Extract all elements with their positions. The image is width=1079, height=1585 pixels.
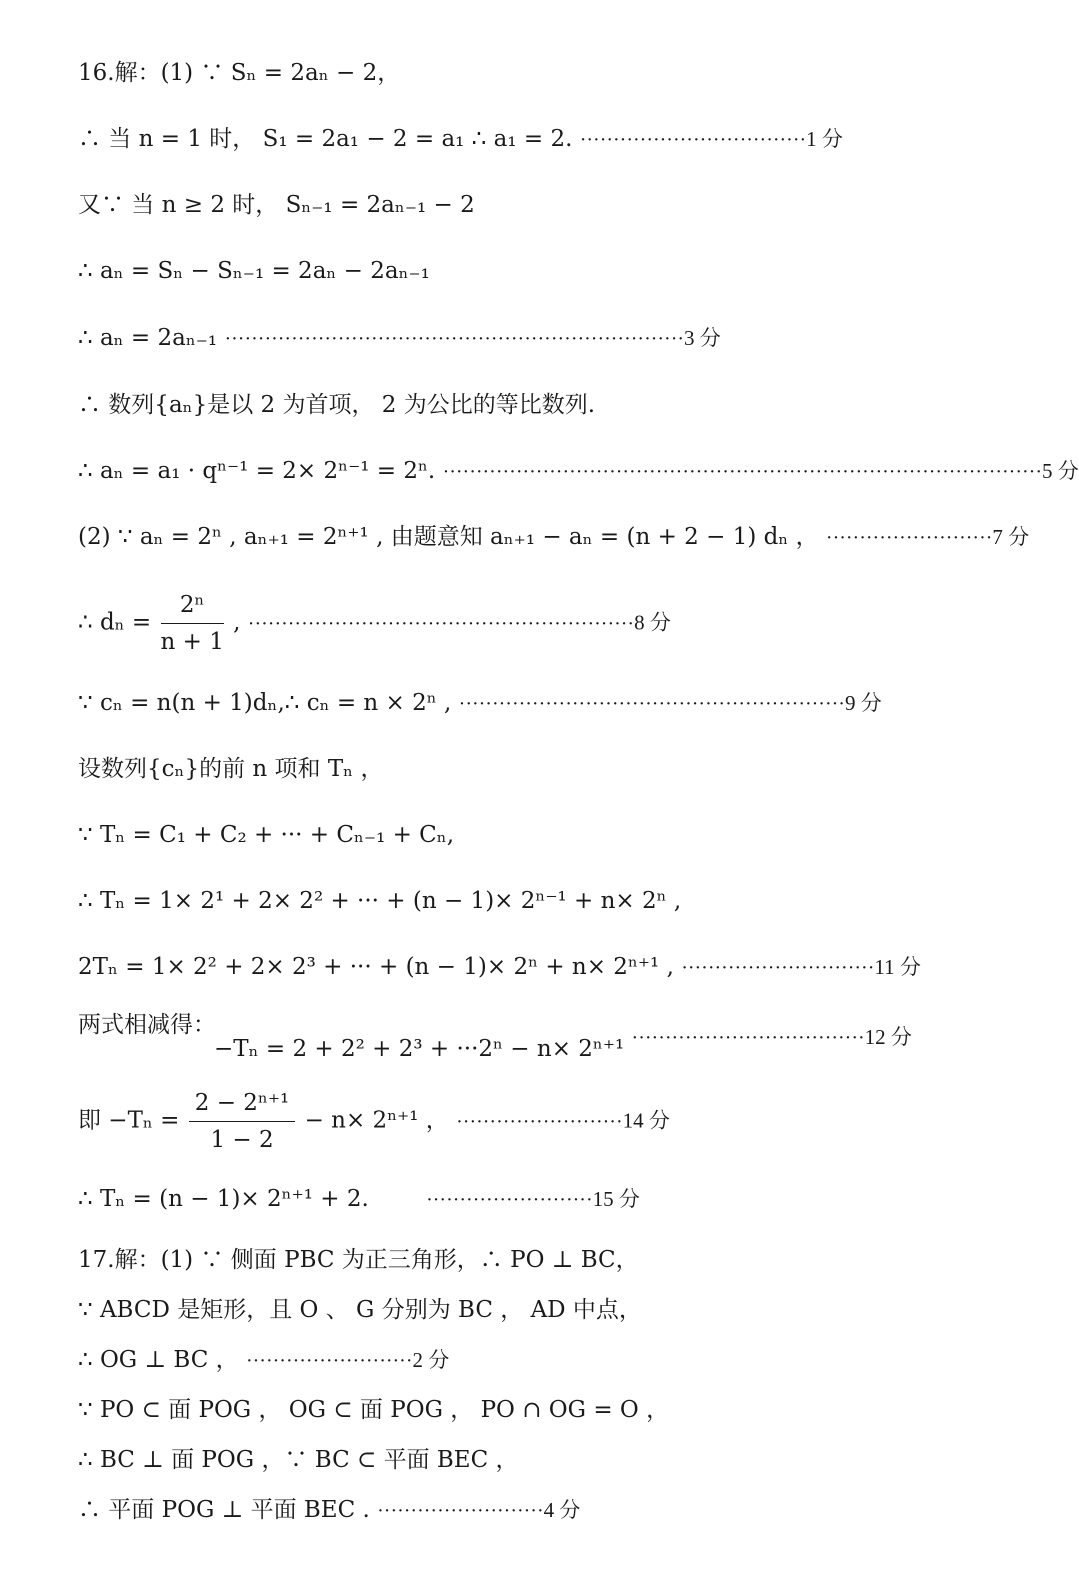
fraction (189, 1088, 295, 1155)
line-text: ∴ aₙ = a₁ · qⁿ⁻¹ = 2× 2ⁿ⁻¹ = 2ⁿ. (78, 458, 436, 484)
score-mark: 5 分 (1041, 459, 1079, 483)
solution-line-neg-tn (78, 1088, 670, 1155)
leader-dots: ························· (426, 1189, 593, 1211)
score-mark: 8 分 (634, 610, 671, 635)
line-prefix: 即 −Tₙ = (78, 1107, 187, 1134)
leader-dots: ·························································· (458, 693, 845, 715)
line-text: ∴ OG ⊥ BC ， (78, 1347, 239, 1373)
leader-dots: ························· (456, 1110, 623, 1133)
fraction-numerator: 2 − 2ⁿ⁺¹ (189, 1088, 295, 1122)
fraction-numerator: 2ⁿ (161, 590, 224, 624)
line-suffix: , (225, 609, 241, 636)
line-text: ∴ Tₙ = (n − 1)× 2ⁿ⁺¹ + 2. (78, 1186, 369, 1212)
line-prefix: ∴ dₙ = (78, 609, 159, 636)
line-text: 又∵ 当 n ≥ 2 时， Sₙ₋₁ = 2aₙ₋₁ − 2 (78, 192, 475, 218)
line-text: ∵ PO ⊂ 面 POG ， OG ⊂ 面 POG ， PO ∩ OG = O ， (78, 1397, 670, 1423)
score-mark: 15 分 (592, 1187, 640, 1211)
line-text: ∵ cₙ = n(n + 1)dₙ,∴ cₙ = n × 2ⁿ , (78, 690, 452, 716)
score-mark: 2 分 (412, 1348, 450, 1372)
solution-line-tn-sum (78, 820, 454, 850)
leader-dots: ·························································································· (442, 461, 1042, 483)
line-text: 16.解：(1) ∵ Sₙ = 2aₙ − 2， (78, 60, 401, 86)
solution-17-part1-header (78, 1245, 639, 1275)
line-text: ∵ Tₙ = C₁ + C₂ + ··· + Cₙ₋₁ + Cₙ, (78, 822, 455, 848)
score-mark: 1 分 (806, 127, 843, 151)
solution-line-subtract-label (78, 1010, 216, 1040)
score-mark: 12 分 (864, 1025, 912, 1049)
line-text: 两式相减得： (78, 1012, 216, 1038)
score-mark: 3 分 (684, 326, 721, 350)
solution-line-tn-expand (78, 886, 681, 916)
leader-dots: ························· (825, 527, 993, 549)
solution-line-og-perp (78, 1345, 449, 1376)
fraction-denominator: n + 1 (160, 629, 224, 655)
line-suffix: − n× 2ⁿ⁺¹ ， (297, 1107, 449, 1134)
solution-line-dn (78, 590, 671, 657)
line-text: (2) ∵ aₙ = 2ⁿ , aₙ₊₁ = 2ⁿ⁺¹ , 由题意知 aₙ₊₁ − aₙ = (n + 2 − 1) dₙ ， (78, 524, 819, 550)
solution-line-cn (78, 688, 882, 719)
line-text: ∴ aₙ = Sₙ − Sₙ₋₁ = 2aₙ − 2aₙ₋₁ (78, 258, 430, 284)
solution-line-subtract-result (214, 1022, 912, 1064)
solution-line-a1 (78, 124, 843, 155)
leader-dots: ·························································· (247, 612, 635, 635)
solution-line-an-diff (78, 256, 430, 286)
line-text: ∴ Tₙ = 1× 2¹ + 2× 2² + ··· + (n − 1)× 2ⁿ⁻¹ + n× 2ⁿ , (78, 888, 682, 914)
line-text: ∴ 数列{aₙ}是以 2 为首项， 2 为公比的等比数列. (78, 392, 596, 418)
line-text: 17.解：(1) ∵ 侧面 PBC 为正三角形，∴ PO ⊥ BC， (78, 1247, 639, 1273)
solution-line-tn-def (78, 754, 383, 784)
solution-line-an-formula (78, 456, 1079, 487)
score-mark: 11 分 (874, 955, 921, 979)
leader-dots: ····························· (681, 957, 875, 979)
score-mark: 4 分 (543, 1498, 581, 1522)
score-mark: 7 分 (992, 525, 1030, 549)
leader-dots: ························· (377, 1500, 544, 1522)
leader-dots: ····································································· (224, 328, 685, 350)
solution-16-part1-header (78, 58, 400, 88)
solution-line-sn-1 (78, 190, 475, 220)
fraction (161, 590, 224, 657)
line-text: 设数列{cₙ}的前 n 项和 Tₙ ， (78, 756, 384, 782)
line-text: 2Tₙ = 1× 2² + 2× 2³ + ··· + (n − 1)× 2ⁿ + n× 2ⁿ⁺¹ , (78, 954, 674, 980)
solution-line-tn-final (78, 1184, 640, 1215)
solution-line-geometric (78, 390, 595, 420)
solution-16-part2-header (78, 522, 1029, 553)
line-text: ∴ BC ⊥ 面 POG ，∵ BC ⊂ 平面 BEC ， (78, 1447, 519, 1473)
leader-dots: ························· (245, 1350, 413, 1372)
score-mark: 14 分 (622, 1108, 670, 1133)
line-text: ∴ 当 n = 1 时， S₁ = 2a₁ − 2 = a₁ ∴ a₁ = 2. (78, 126, 573, 152)
solution-line-in-plane (78, 1395, 669, 1425)
solution-line-rectangle (78, 1295, 642, 1325)
line-text: ∴ 平面 POG ⊥ 平面 BEC . (78, 1497, 370, 1523)
line-text: −Tₙ = 2 + 2² + 2³ + ···2ⁿ − n× 2ⁿ⁺¹ (214, 1036, 625, 1062)
solution-line-plane-perp (78, 1495, 580, 1526)
score-mark: 9 分 (844, 691, 882, 715)
fraction-denominator: 1 − 2 (210, 1127, 274, 1153)
line-text: ∵ ABCD 是矩形，且 O 、 G 分别为 BC ， AD 中点， (78, 1297, 642, 1323)
solution-line-2tn-expand (78, 952, 921, 983)
leader-dots: ·································· (579, 129, 807, 151)
leader-dots: ··································· (631, 1027, 865, 1049)
solution-line-bc-perp-plane (78, 1445, 519, 1475)
solution-line-an-recursive (78, 323, 721, 354)
line-text: ∴ aₙ = 2aₙ₋₁ (78, 325, 218, 351)
